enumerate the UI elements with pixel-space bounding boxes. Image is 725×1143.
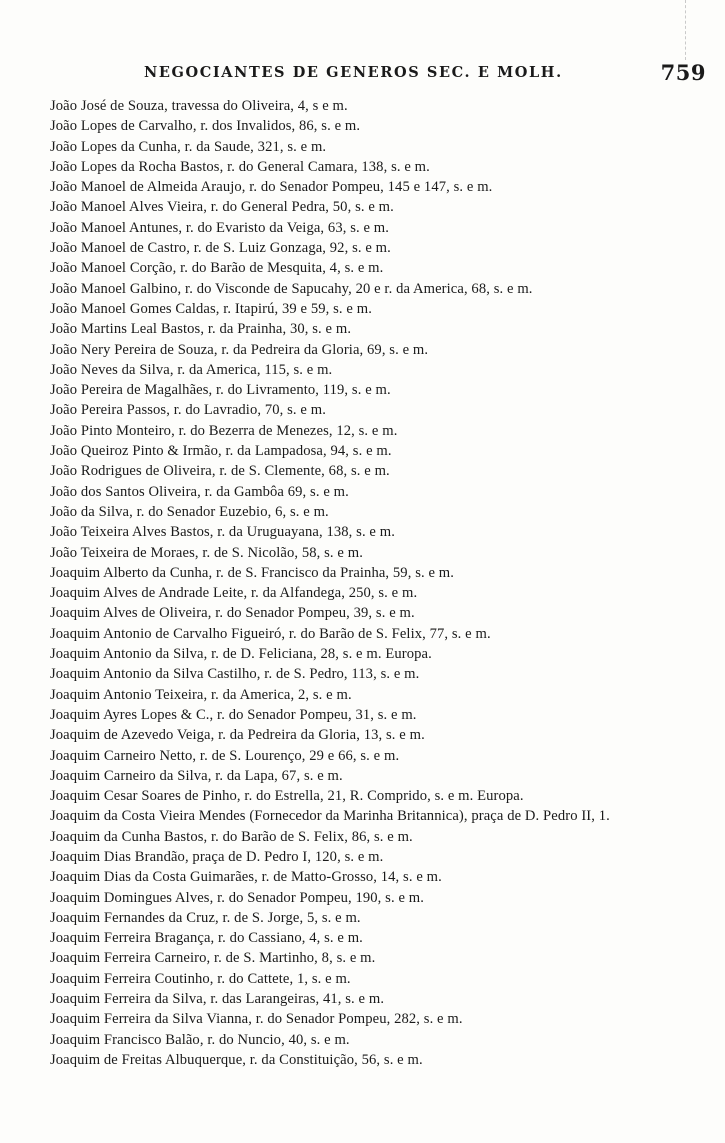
list-item: Joaquim Alves de Andrade Leite, r. da Alfandega, 250, s. e m. bbox=[50, 585, 418, 602]
list-item: João Manoel Galbino, r. do Visconde de Sapucahy, 20 e r. da America, 68, s. e m. bbox=[50, 280, 533, 297]
list-item: João Teixeira Alves Bastos, r. da Uruguayana, 138, s. e m. bbox=[50, 524, 395, 541]
list-item: Joaquim Ferreira Carneiro, r. de S. Martinho, 8, s. e m. bbox=[50, 950, 376, 967]
list-item: João Nery Pereira de Souza, r. da Pedreira da Gloria, 69, s. e m. bbox=[50, 341, 429, 358]
list-item: Joaquim Alberto da Cunha, r. de S. Francisco da Prainha, 59, s. e m. bbox=[50, 564, 455, 581]
list-item: Joaquim Antonio da Silva Castilho, r. de S. Pedro, 113, s. e m. bbox=[50, 666, 420, 683]
list-item: João Manoel Gomes Caldas, r. Itapirú, 39 e 59, s. e m. bbox=[50, 300, 372, 317]
list-item: João Manoel Antunes, r. do Evaristo da Veiga, 63, s. e m. bbox=[50, 219, 390, 236]
merchant-list bbox=[50, 96, 690, 1070]
list-item: Joaquim Ayres Lopes & C., r. do Senador Pompeu, 31, s. e m. bbox=[50, 706, 417, 723]
list-item: Joaquim Carneiro Netto, r. de S. Lourenço, 29 e 66, s. e m. bbox=[50, 747, 400, 764]
page-number: 759 bbox=[660, 60, 706, 85]
list-item: João Lopes de Carvalho, r. dos Invalidos, 86, s. e m. bbox=[50, 118, 361, 135]
list-item: Joaquim Fernandes da Cruz, r. de S. Jorge, 5, s. e m. bbox=[50, 909, 361, 926]
list-item: Joaquim Antonio Teixeira, r. da America, 2, s. e m. bbox=[50, 686, 352, 703]
list-item: Joaquim Francisco Balão, r. do Nuncio, 40, s. e m. bbox=[50, 1031, 350, 1048]
list-item: João dos Santos Oliveira, r. da Gambôa 69, s. e m. bbox=[50, 483, 349, 500]
list-item: João Pereira de Magalhães, r. do Livramento, 119, s. e m. bbox=[50, 382, 391, 399]
list-item: João da Silva, r. do Senador Euzebio, 6, s. e m. bbox=[50, 503, 329, 520]
list-item: João Manoel de Castro, r. de S. Luiz Gonzaga, 92, s. e m. bbox=[50, 240, 391, 257]
list-item: Joaquim Ferreira Coutinho, r. do Cattete, 1, s. e m. bbox=[50, 970, 351, 987]
list-item: Joaquim Ferreira Bragança, r. do Cassiano, 4, s. e m. bbox=[50, 930, 363, 947]
list-item: João Teixeira de Moraes, r. de S. Nicolão, 58, s. e m. bbox=[50, 544, 363, 561]
list-item: Joaquim de Freitas Albuquerque, r. da Constituição, 56, s. e m. bbox=[50, 1051, 423, 1068]
list-item: João Pinto Monteiro, r. do Bezerra de Menezes, 12, s. e m. bbox=[50, 422, 398, 439]
list-item: João Manoel de Almeida Araujo, r. do Senador Pompeu, 145 e 147, s. e m. bbox=[50, 179, 493, 196]
list-item: João José de Souza, travessa do Oliveira, 4, s e m. bbox=[50, 98, 348, 114]
list-item: Joaquim de Azevedo Veiga, r. da Pedreira da Gloria, 13, s. e m. bbox=[50, 727, 425, 744]
list-item: Joaquim Dias da Costa Guimarães, r. de Matto-Grosso, 14, s. e m. bbox=[50, 869, 442, 886]
list-item: João Martins Leal Bastos, r. da Prainha, 30, s. e m. bbox=[50, 321, 352, 338]
list-item: João Queiroz Pinto & Irmão, r. da Lampadosa, 94, s. e m. bbox=[50, 443, 392, 460]
list-item: Joaquim Dias Brandão, praça de D. Pedro I, 120, s. e m. bbox=[50, 848, 384, 865]
list-item: João Neves da Silva, r. da America, 115, s. e m. bbox=[50, 361, 333, 378]
list-item: João Manoel Alves Vieira, r. do General Pedra, 50, s. e m. bbox=[50, 199, 394, 216]
running-head: NEGOCIANTES DE GENEROS SEC. E MOLH. bbox=[144, 64, 563, 81]
list-item: Joaquim da Costa Vieira Mendes (Fornecedor da Marinha Britannica), praça de D. Pedro II, 1. bbox=[50, 808, 610, 825]
page-header bbox=[48, 58, 706, 88]
list-item: João Rodrigues de Oliveira, r. de S. Clemente, 68, s. e m. bbox=[50, 463, 390, 480]
list-item: Joaquim Ferreira da Silva Vianna, r. do Senador Pompeu, 282, s. e m. bbox=[50, 1011, 463, 1028]
list-item: Joaquim Antonio da Silva, r. de D. Feliciana, 28, s. e m. Europa. bbox=[50, 646, 432, 663]
list-item: João Lopes da Cunha, r. da Saude, 321, s. e m. bbox=[50, 138, 327, 155]
list-item: Joaquim Ferreira da Silva, r. das Larangeiras, 41, s. e m. bbox=[50, 991, 385, 1008]
list-item: João Lopes da Rocha Bastos, r. do General Camara, 138, s. e m. bbox=[50, 158, 430, 175]
list-item: Joaquim Cesar Soares de Pinho, r. do Estrella, 21, R. Comprido, s. e m. Europa. bbox=[50, 788, 524, 805]
list-item: João Manoel Corção, r. do Barão de Mesquita, 4, s. e m. bbox=[50, 260, 384, 277]
list-item: João Pereira Passos, r. do Lavradio, 70, s. e m. bbox=[50, 402, 326, 419]
list-item: Joaquim Alves de Oliveira, r. do Senador Pompeu, 39, s. e m. bbox=[50, 605, 415, 622]
page-edge-rule bbox=[685, 0, 687, 60]
list-item: Joaquim Carneiro da Silva, r. da Lapa, 67, s. e m. bbox=[50, 767, 343, 784]
list-item: Joaquim Domingues Alves, r. do Senador Pompeu, 190, s. e m. bbox=[50, 889, 424, 906]
list-item: Joaquim da Cunha Bastos, r. do Barão de S. Felix, 86, s. e m. bbox=[50, 828, 413, 845]
list-item: Joaquim Antonio de Carvalho Figueiró, r. do Barão de S. Felix, 77, s. e m. bbox=[50, 625, 491, 642]
